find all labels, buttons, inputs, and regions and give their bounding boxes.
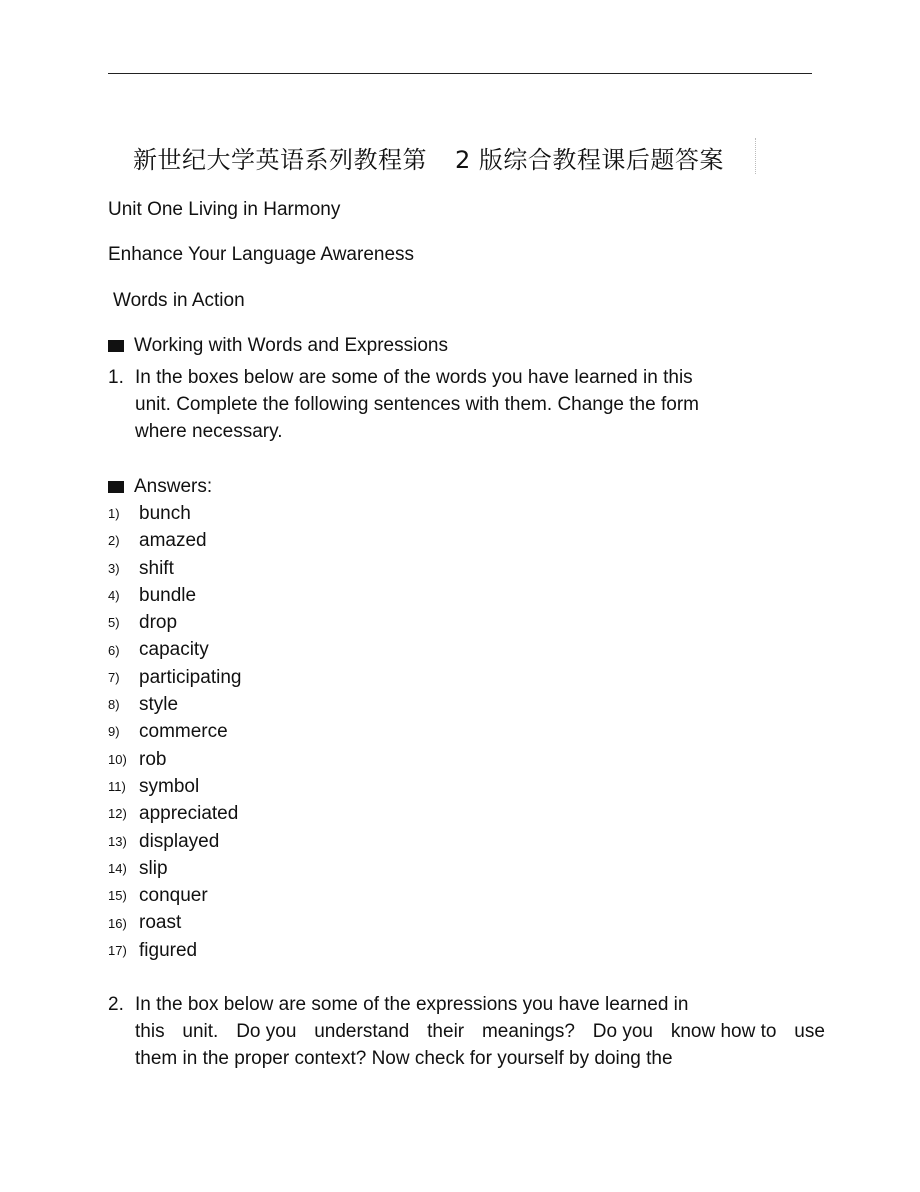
answer-number: 14) <box>108 860 127 876</box>
answer-item <box>108 527 241 554</box>
question-word: understand <box>314 1021 410 1042</box>
answer-word: displayed <box>139 830 220 852</box>
answer-number: 16) <box>108 915 127 931</box>
answer-number: 5) <box>108 615 120 631</box>
answer-word: bundle <box>139 585 197 606</box>
document-title <box>133 140 724 175</box>
section-heading: Enhance Your Language Awareness <box>108 244 415 265</box>
square-bullet-icon <box>108 481 124 493</box>
answer-word: style <box>139 694 179 716</box>
answer-number: 7) <box>108 669 120 685</box>
answer-number: 10) <box>108 751 127 767</box>
answer-item <box>108 582 241 609</box>
answer-number: 17) <box>108 942 127 958</box>
answer-item <box>108 882 241 909</box>
answer-number: 1) <box>108 506 120 522</box>
answer-item <box>108 855 241 882</box>
answer-word: slip <box>139 857 168 879</box>
answer-item <box>108 909 241 936</box>
question-line-1: In the box below are some of the expressions you have learned in <box>135 994 689 1015</box>
answer-word: participating <box>139 666 242 688</box>
question-word: know how to <box>670 1021 777 1042</box>
bullet-working-with-words <box>108 336 448 355</box>
unit-heading: Unit One Living in Harmony <box>108 199 341 220</box>
answer-number: 12) <box>108 806 127 822</box>
answer-item <box>108 636 241 663</box>
answer-word: roast <box>139 912 182 934</box>
question-number: 1. <box>108 367 124 388</box>
answer-number: 4) <box>108 588 120 603</box>
bullet-label: Answers: <box>134 476 213 497</box>
bullet-label: Working with Words and Expressions <box>134 335 448 356</box>
answer-item <box>108 937 241 964</box>
answer-number: 15) <box>108 888 127 904</box>
question-1 <box>108 364 725 445</box>
answers-list <box>108 500 241 964</box>
subsection-heading: Words in Action <box>113 290 245 311</box>
answer-item <box>108 664 241 691</box>
question-word: meanings? <box>481 1021 575 1042</box>
answer-number: 9) <box>108 724 120 740</box>
answer-word: rob <box>139 748 167 770</box>
question-line-3: them in the proper context? Now check for yourself by doing the <box>135 1048 673 1069</box>
answer-item <box>108 500 241 527</box>
answer-word: drop <box>139 612 178 634</box>
answer-item <box>108 555 241 582</box>
question-word: their <box>427 1021 465 1042</box>
answer-item <box>108 691 241 718</box>
answer-word: amazed <box>139 530 207 552</box>
question-2 <box>108 991 825 1072</box>
answer-word: bunch <box>139 503 191 525</box>
answer-number: 8) <box>108 697 120 713</box>
answer-word: figured <box>139 939 198 961</box>
answer-number: 3) <box>108 560 120 576</box>
question-word: use <box>794 1021 825 1042</box>
answer-item <box>108 773 241 800</box>
answer-item <box>108 828 241 855</box>
answer-item <box>108 800 241 827</box>
answer-number: 11) <box>108 779 126 795</box>
question-word: Do you <box>236 1021 297 1042</box>
question-number: 2. <box>108 994 124 1015</box>
question-word: unit. <box>182 1021 219 1042</box>
square-bullet-icon <box>108 340 124 352</box>
answer-item <box>108 718 241 745</box>
answer-word: conquer <box>139 885 208 907</box>
answer-number: 6) <box>108 642 120 658</box>
answer-item <box>108 746 241 773</box>
answer-word: commerce <box>139 721 228 743</box>
bullet-answers <box>108 477 212 496</box>
question-text: In the boxes below are some of the words you have learned in this unit. Complete the following sentences with them. Change the form where necessary. <box>135 367 699 442</box>
question-word: this <box>135 1021 165 1042</box>
answer-word: symbol <box>139 776 200 798</box>
answer-number: 2) <box>108 533 120 549</box>
question-line-2 <box>135 1018 825 1045</box>
title-edge-mark <box>755 138 756 174</box>
title-part-b: 2 版综合教程课后题答案 <box>455 146 724 174</box>
answer-number: 13) <box>108 833 127 849</box>
title-part-a: 新世纪大学英语系列教程第 <box>133 146 427 174</box>
answer-item <box>108 609 241 636</box>
question-word: Do you <box>592 1021 653 1042</box>
answer-word: appreciated <box>139 803 239 825</box>
answer-word: capacity <box>139 639 209 661</box>
header-rule <box>108 73 812 74</box>
answer-word: shift <box>139 557 174 579</box>
